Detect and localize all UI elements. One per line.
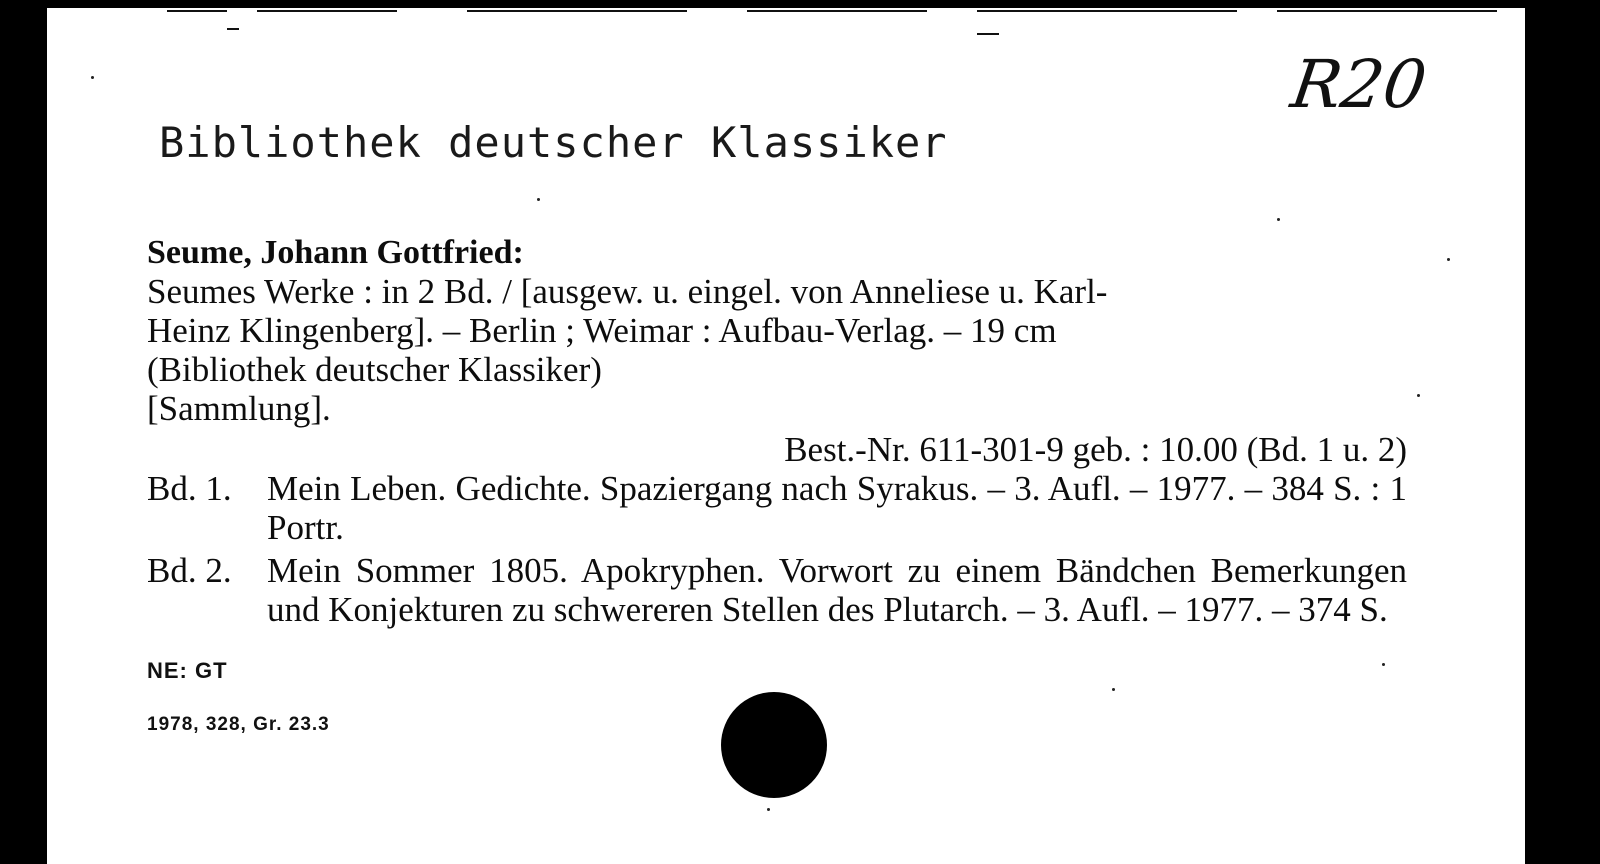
scan-speck: [1417, 394, 1420, 397]
scan-speck: [91, 76, 94, 79]
volume-entry: [147, 469, 1407, 547]
scan-border: [1525, 0, 1600, 864]
volume-entry: [147, 551, 1407, 629]
volume-description: Mein Leben. Gedichte. Spaziergang nach Syrakus. – 3. Aufl. – 1977. – 384 S. : 1 Portr.: [267, 469, 1407, 547]
card-header-title: Bibliothek deutscher Klassiker: [159, 118, 948, 167]
bibliographic-entry: [147, 233, 1407, 629]
description-line: Heinz Klingenberg]. – Berlin ; Weimar : Aufbau-Verlag. – 19 cm: [147, 311, 1057, 350]
scan-artifact: [467, 10, 687, 12]
collection-note: [Sammlung].: [147, 389, 331, 428]
order-number-price: Best.-Nr. 611-301-9 geb. : 10.00 (Bd. 1 u. 2): [784, 430, 1407, 469]
volume-label: Bd. 2.: [147, 551, 232, 590]
volume-description: Mein Sommer 1805. Apokryphen. Vorwort zu einem Bändchen Bemerkungen und Konjekturen zu schwereren Stellen des Plutarch. – 3. Aufl. – 1977. – 374 S.: [267, 551, 1407, 629]
bibliography-code: 1978, 328, Gr. 23.3: [147, 714, 330, 735]
catalog-card: [47, 8, 1525, 864]
handwritten-signature: R20: [1286, 46, 1432, 123]
scan-artifact: [747, 10, 927, 12]
punch-hole: [721, 692, 827, 798]
description-line: Seumes Werke : in 2 Bd. / [ausgew. u. eingel. von Anneliese u. Karl-: [147, 272, 1108, 311]
scan-speck: [537, 198, 540, 201]
author-heading: Seume, Johann Gottfried:: [147, 234, 524, 271]
scan-speck: [1447, 258, 1450, 261]
added-entry-note: NE: GT: [147, 658, 228, 683]
scan-speck: [1382, 663, 1385, 666]
scan-artifact: [257, 10, 397, 12]
scan-artifact: [977, 10, 1237, 12]
scan-speck: [1112, 688, 1115, 691]
scan-speck: [1277, 218, 1280, 221]
scan-artifact: [977, 33, 999, 35]
series-line: (Bibliothek deutscher Klassiker): [147, 350, 602, 389]
scan-artifact: [1277, 10, 1497, 12]
scan-artifact: [167, 10, 227, 12]
scan-speck: [767, 808, 770, 811]
scan-artifact: [227, 28, 239, 30]
volume-label: Bd. 1.: [147, 469, 232, 508]
